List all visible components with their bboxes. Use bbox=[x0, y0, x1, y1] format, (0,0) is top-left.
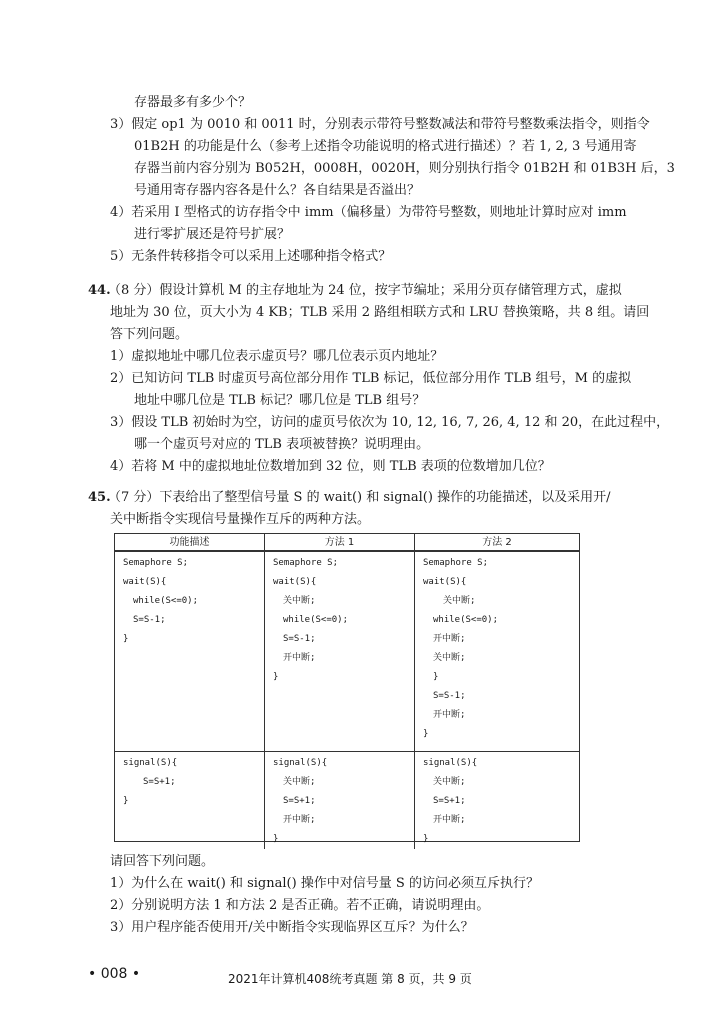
q45-question-line: 3）用户程序能否使用开/关中断指令实现临界区互斥？为什么？ bbox=[110, 920, 474, 935]
code-line: } bbox=[123, 634, 129, 644]
q43-line: 进行零扩展还是符号扩展？ bbox=[134, 227, 291, 242]
code-line: 开中断; bbox=[283, 653, 316, 663]
wait-method2-cell bbox=[415, 552, 579, 752]
q43-line: 01B2H 的功能是什么（参考上述指令功能说明的格式进行描述）？若 1, 2, 3 号通用寄 bbox=[134, 139, 637, 154]
q45-intro-line: 关中断指令实现信号量操作互斥的两种方法。 bbox=[110, 512, 371, 527]
q44-line: 答下列问题。 bbox=[110, 327, 189, 342]
code-line: } bbox=[273, 672, 279, 682]
q43-line: 存器当前内容分别为 B052H，0008H，0020H，则分别执行指令 01B2H 和 01B3H 后，3 bbox=[134, 161, 675, 176]
q44-line: 2）已知访问 TLB 时虚页号高位部分用作 TLB 标记，低位部分用作 TLB 组号，M 的虚拟 bbox=[110, 371, 632, 386]
code-line: S=S-1; bbox=[433, 691, 466, 701]
signal-method2-cell bbox=[415, 752, 579, 849]
q45-question-line: 2）分别说明方法 1 和方法 2 是否正确。若不正确，请说明理由。 bbox=[110, 898, 490, 913]
q44-line: 1）虚拟地址中哪几位表示虚页号？哪几位表示页内地址？ bbox=[110, 349, 444, 364]
code-line: } bbox=[273, 834, 279, 844]
code-line: S=S-1; bbox=[133, 615, 166, 625]
code-line: S=S+1; bbox=[283, 796, 316, 806]
code-line: Semaphore S; bbox=[123, 558, 189, 568]
code-line: while(S<=0); bbox=[283, 615, 349, 625]
q45-question-line: 1）为什么在 wait() 和 signal() 操作中对信号量 S 的访问必须互斥执行？ bbox=[110, 876, 539, 891]
code-line: wait(S){ bbox=[423, 577, 467, 587]
code-line: 关中断; bbox=[433, 777, 466, 787]
code-line: 关中断; bbox=[283, 596, 316, 606]
code-line: wait(S){ bbox=[123, 577, 167, 587]
code-line: } bbox=[423, 729, 429, 739]
code-line: 开中断; bbox=[433, 634, 466, 644]
code-line: Semaphore S; bbox=[273, 558, 339, 568]
q44-line: 地址中哪几位是 TLB 标记？哪几位是 TLB 组号？ bbox=[134, 393, 426, 408]
q44-line: （8 分）假设计算机 M 的主存地址为 24 位，按字节编址；采用分页存储管理方式，虚拟 bbox=[108, 283, 622, 298]
q45-number: 45. bbox=[88, 490, 111, 505]
code-line: S=S-1; bbox=[283, 634, 316, 644]
q43-line: 5）无条件转移指令可以采用上述哪种指令格式？ bbox=[110, 249, 392, 264]
q43-line: 4）若采用 I 型格式的访存指令中 imm（偏移量）为带符号整数，则地址计算时应对 imm bbox=[110, 205, 627, 220]
q44-number: 44. bbox=[88, 283, 111, 298]
table-header-cell: 方法 1 bbox=[265, 534, 415, 552]
q45-intro-line: （7 分）下表给出了整型信号量 S 的 wait() 和 signal() 操作的功能描述，以及采用开/ bbox=[108, 490, 611, 505]
code-line: while(S<=0); bbox=[133, 596, 199, 606]
code-line: wait(S){ bbox=[273, 577, 317, 587]
footer-title: 2021年计算机408统考真题 第 8 页，共 9 页 bbox=[228, 972, 472, 986]
code-line: } bbox=[433, 672, 439, 682]
wait-description-cell bbox=[115, 552, 265, 752]
code-line: 关中断; bbox=[443, 596, 476, 606]
table-header-cell: 功能描述 bbox=[115, 534, 265, 552]
code-line: 关中断; bbox=[433, 653, 466, 663]
code-line: Semaphore S; bbox=[423, 558, 489, 568]
code-line: signal(S){ bbox=[273, 758, 328, 768]
q44-line: 哪一个虚页号对应的 TLB 表项被替换？说明理由。 bbox=[134, 437, 430, 452]
code-line: 开中断; bbox=[283, 815, 316, 825]
q44-line: 地址为 30 位，页大小为 4 KB；TLB 采用 2 路组相联方式和 LRU 替换策略，共 8 组。请回 bbox=[110, 305, 650, 320]
q44-line: 4）若将 M 中的虚拟地址位数增加到 32 位，则 TLB 表项的位数增加几位？ bbox=[110, 459, 551, 474]
q43-line: 号通用寄存器内容各是什么？各自结果是否溢出？ bbox=[134, 183, 421, 198]
wait-method1-cell bbox=[265, 552, 415, 752]
q45-question-line: 请回答下列问题。 bbox=[110, 854, 215, 869]
signal-description-cell bbox=[115, 752, 265, 849]
page-number: • 008 • bbox=[88, 966, 141, 982]
code-line: signal(S){ bbox=[123, 758, 178, 768]
code-line: S=S+1; bbox=[143, 777, 176, 787]
q43-line: 3）假定 op1 为 0010 和 0011 时，分别表示带符号整数减法和带符号整数乘法指令，则指令 bbox=[110, 117, 650, 132]
signal-method1-cell bbox=[265, 752, 415, 849]
code-line: } bbox=[123, 796, 129, 806]
code-line: 关中断; bbox=[283, 777, 316, 787]
code-line: S=S+1; bbox=[433, 796, 466, 806]
semaphore-table bbox=[114, 533, 580, 842]
code-line: while(S<=0); bbox=[433, 615, 499, 625]
q44-line: 3）假设 TLB 初始时为空，访问的虚页号依次为 10, 12, 16, 7, 26, 4, 12 和 20，在此过程中， bbox=[110, 415, 670, 430]
code-line: 开中断; bbox=[433, 710, 466, 720]
code-line: } bbox=[423, 834, 429, 844]
table-header-cell: 方法 2 bbox=[415, 534, 579, 552]
q43-line: 存器最多有多少个？ bbox=[134, 95, 252, 110]
code-line: 开中断; bbox=[433, 815, 466, 825]
code-line: signal(S){ bbox=[423, 758, 478, 768]
